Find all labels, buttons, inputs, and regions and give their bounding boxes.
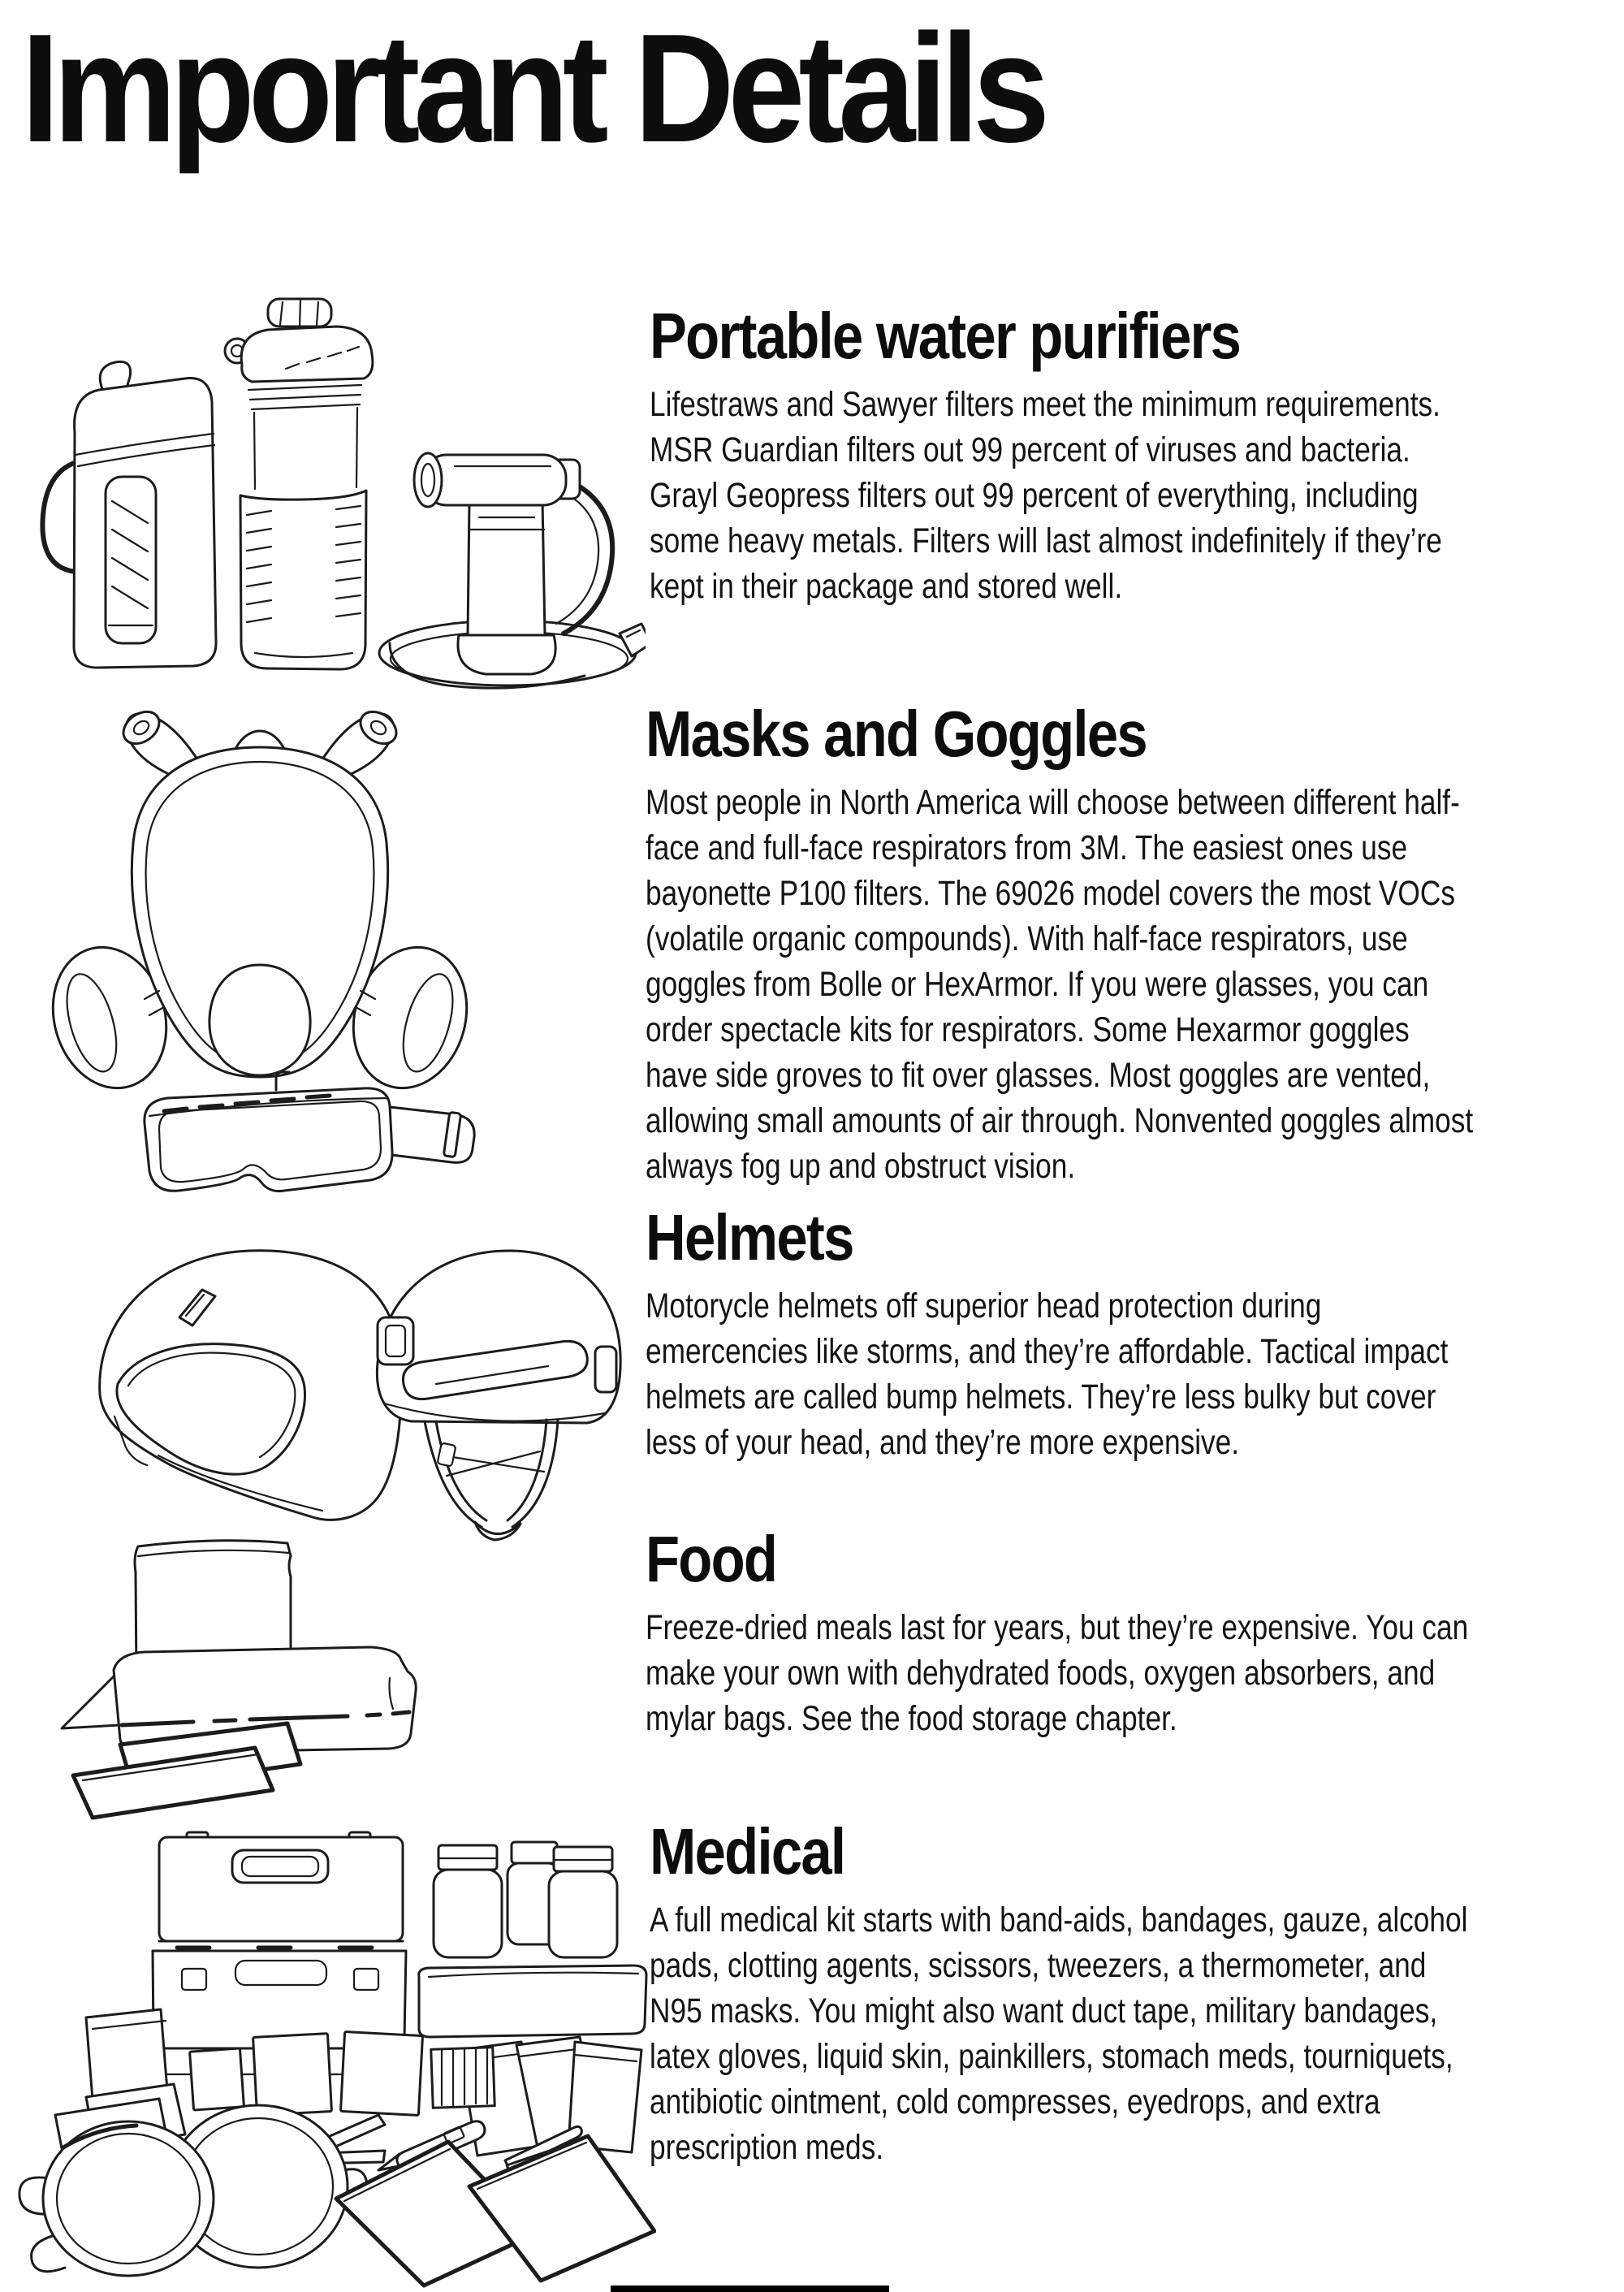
motorcycle-helmet-icon [100,1251,401,1520]
section-heading: Portable water purifiers [650,300,1241,372]
pill-bottles-icon [434,1842,617,1957]
masks-goggles-illustration [41,697,479,1217]
section-heading: Masks and Goggles [646,698,1147,770]
food-svg [23,1532,477,1832]
section-food [646,1525,1624,1741]
section-body: Lifestraws and Sawyer filters meet the minimum requirements. MSR Guardian filters out 99 percent of viruses and bacteria. Grayl Geopress filters out 99 percent of everything, including some heavy metals. Filters will last almost indefinitely if they’re kept in their package and stored well. [650,385,1442,606]
bottom-bar [611,2286,889,2292]
msr-guardian-pump-icon [379,453,646,688]
section-body: A full medical kit starts with band-aids, bandages, gauze, alcohol pads, clotting agents, scissors, tweezers, a thermometer, and N95 masks. You might also want duct tape, military bandages, latex gloves, liquid skin, painkillers, stomach meds, tourniquets, antibiotic ointment, cold compresses, eyedrops, and extra prescription meds. [650,1901,1468,2167]
page-title: Important Details [21,2,1044,175]
section-helmets [646,1201,1624,1465]
water-purifiers-svg [24,286,646,692]
helmets-svg [37,1204,637,1553]
food-packet-icons [73,1723,300,1818]
section-body: Most people in North America will choose between different half-face and full-face respirators from 3M. The easiest ones use bayonette P100 filters. The 69026 model covers the most VOCs (volatile organic compounds). With half-face respirators, use goggles from Bolle or HexArmor. If you were glasses, you can order spectacle kits for respirators. Some Hexarmor goggles have side groves to fit over glasses. Most goggles are vented, allowing small amounts of air through. Nonvented goggles almost always fog up and obstruct vision. [646,783,1474,1186]
medical-illustration [15,1829,656,2288]
section-heading: Food [646,1523,777,1595]
section-body: Freeze-dried meals last for years, but they’re expensive. You can make your own with dehydrated foods, oxygen absorbers, and mylar bags. See the food storage chapter. [646,1608,1469,1738]
food-illustration [23,1532,477,1832]
medical-svg [15,1829,656,2288]
safety-goggles-icon [145,1072,474,1191]
section-medical [650,1815,1624,2170]
section-heading: Medical [650,1815,845,1888]
bandage-roll-icon [419,1965,646,2037]
tactical-bump-helmet-icon [377,1251,620,1540]
section-portable-water-purifiers [650,302,1624,609]
full-face-respirator-icon [41,705,479,1101]
helmets-illustration [37,1204,637,1553]
water-purifiers-illustration [24,286,646,692]
section-masks-and-goggles [646,700,1624,1189]
grayl-geopress-icon [225,299,373,669]
section-heading: Helmets [646,1201,853,1274]
lifestraw-filter-bottle-icon [42,361,216,668]
masks-goggles-svg [41,697,479,1217]
section-body: Motorycle helmets off superior head protection during emercencies like storms, and they’re affordable. Tactical impact helmets are called bump helmets. They’re less bulky but cover less of your head, and they’re more expensive. [646,1287,1449,1462]
